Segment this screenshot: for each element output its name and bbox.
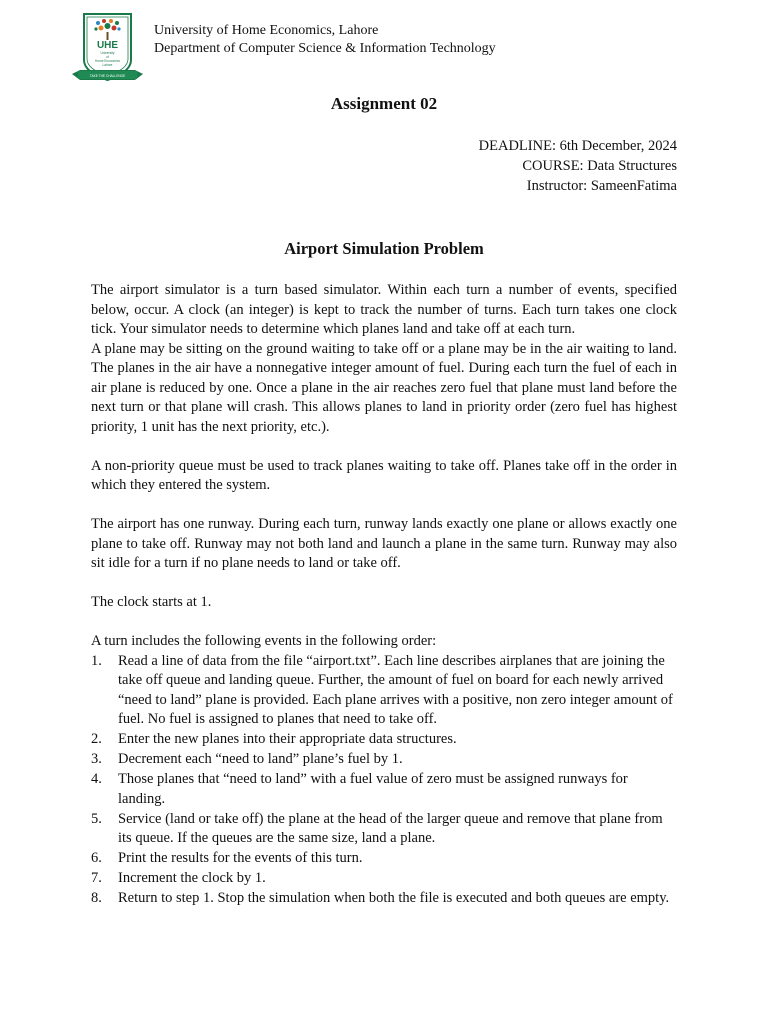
- step-number: 8.: [91, 890, 102, 906]
- list-item: [91, 810, 677, 849]
- step-number: 2.: [91, 731, 102, 747]
- paragraph-clock: The clock starts at 1.: [91, 594, 212, 610]
- logo-sub-4: Lahore: [102, 63, 113, 67]
- step-number: 4.: [91, 771, 102, 787]
- logo-ribbon-text: TAKE THE CHALLENGE: [89, 73, 126, 78]
- paragraph-intro: The airport simulator is a turn based simulator. Within each turn a number of events, specified below, occur. A clock (an integer) is kept to track the number of turns. Each turn takes one clock tick. Your simulator needs to determine which planes land and take off at each turn.: [91, 282, 677, 337]
- step-number: 5.: [91, 810, 102, 827]
- department-name: Department of Computer Science & Information Technology: [154, 41, 496, 56]
- university-name: University of Home Economics, Lahore: [154, 23, 379, 38]
- list-item: [91, 750, 677, 770]
- logo-sub-2: of: [106, 55, 109, 59]
- step-number: 3.: [91, 751, 102, 767]
- logo-sub-3: Home Economics: [95, 59, 120, 63]
- step-number: 7.: [91, 870, 102, 886]
- instructor: Instructor: SameenFatima: [526, 178, 677, 194]
- paragraph-runway: The airport has one runway. During each turn, runway lands exactly one plane or allows exactly one plane to take off. Runway may not both land and launch a plane in the same turn. Runway may also sit idle for a turn if no plane needs to land or take off.: [91, 516, 677, 571]
- step-text: Increment the clock by 1.: [118, 870, 266, 886]
- list-item: [91, 849, 677, 869]
- list-item: [91, 869, 677, 889]
- assignment-meta: [479, 136, 677, 196]
- step-number: 1.: [91, 652, 102, 669]
- problem-title: Airport Simulation Problem: [284, 239, 484, 258]
- list-item: [91, 652, 677, 730]
- course: COURSE: Data Structures: [522, 158, 677, 174]
- problem-body: [91, 281, 677, 909]
- turn-steps-list: [91, 652, 677, 909]
- paragraph-takeoff-queue: A non-priority queue must be used to track planes waiting to take off. Planes take off in the order in which they entered the system.: [91, 457, 677, 493]
- step-text: Enter the new planes into their appropriate data structures.: [118, 731, 457, 747]
- step-text: Service (land or take off) the plane at the head of the larger queue and remove that plane from its queue. If the queues are the same size, land a plane.: [118, 810, 663, 846]
- paragraph-turn-intro: A turn includes the following events in the following order:: [91, 633, 437, 649]
- step-text: Those planes that “need to land” with a fuel value of zero must be assigned runways for landing.: [118, 771, 628, 807]
- step-number: 6.: [91, 850, 102, 866]
- step-text: Return to step 1. Stop the simulation when both the file is executed and both queues are empty.: [118, 890, 670, 906]
- logo-sub-1: University: [100, 51, 115, 55]
- university-logo: [70, 10, 145, 88]
- step-text: Read a line of data from the file “airport.txt”. Each line describes airplanes that are joining the take off queue and landing queue. Further, the amount of fuel on board for each newly arrived “need to land” plane is provided. Each plane arrives with a positive, non zero integer amount of fuel. No fuel is assigned to planes that need to take off.: [118, 652, 673, 727]
- header: [154, 22, 496, 58]
- list-item: [91, 730, 677, 750]
- deadline: DEADLINE: 6th December, 2024: [478, 138, 677, 154]
- step-text: Decrement each “need to land” plane’s fuel by 1.: [118, 751, 403, 767]
- list-item: [91, 889, 677, 909]
- paragraph-planes: A plane may be sitting on the ground waiting to take off or a plane may be in the air waiting to land. The planes in the air have a nonnegative integer amount of fuel. During each turn the fuel of each in air plane is reduced by one. Once a plane in the air reaches zero fuel that plane must land before the next turn or that plane will crash. This allows planes to land in priority order (zero fuel has highest priority, 1 unit has the next priority, etc.).: [91, 340, 677, 435]
- logo-letters: UHE: [96, 40, 119, 51]
- step-text: Print the results for the events of this turn.: [118, 850, 363, 866]
- list-item: [91, 770, 677, 809]
- assignment-title: Assignment 02: [330, 94, 438, 113]
